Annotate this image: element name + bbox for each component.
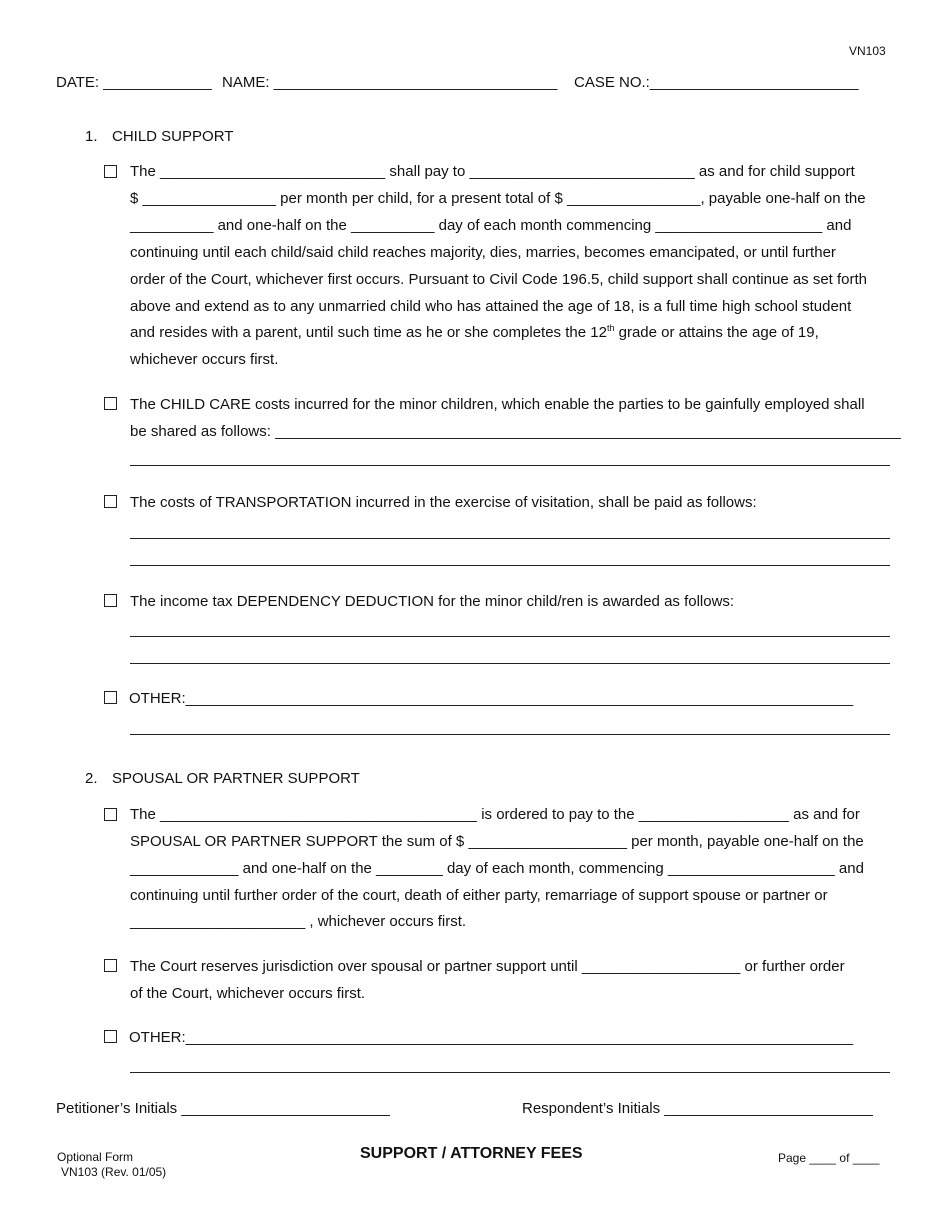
child-care-checkbox[interactable]	[104, 397, 117, 410]
dependency-checkbox[interactable]	[104, 594, 117, 607]
child-care-line-2[interactable]: be shared as follows: ___________________________________________________________________________	[130, 423, 901, 440]
section2-other-text[interactable]: OTHER:________________________________________________________________________________	[129, 1029, 854, 1046]
spousal-support-checkbox[interactable]	[104, 808, 117, 821]
transportation-checkbox[interactable]	[104, 495, 117, 508]
dependency-text: The income tax DEPENDENCY DEDUCTION for the minor child/ren is awarded as follows:	[130, 593, 735, 610]
petitioner-initials[interactable]: Petitioner’s Initials _________________________	[56, 1100, 390, 1117]
child-care-blank-line[interactable]	[130, 465, 890, 466]
section2-number: 2.	[85, 770, 98, 787]
form-revision: VN103 (Rev. 01/05)	[61, 1165, 167, 1179]
child-support-line-4: continuing until each child/said child reaches majority, dies, marries, becomes emancipated, or until further	[130, 244, 836, 261]
jurisdiction-line-2: of the Court, whichever occurs first.	[130, 985, 366, 1002]
dependency-blank-line-1[interactable]	[130, 636, 890, 637]
section1-heading: CHILD SUPPORT	[112, 128, 234, 145]
form-title: SUPPORT / ATTORNEY FEES	[360, 1145, 583, 1162]
child-support-line-3: __________ and one-half on the __________ day of each month commencing ____________________ and	[130, 217, 852, 234]
name-field[interactable]: NAME: __________________________________	[222, 74, 558, 91]
section1-other-blank-line[interactable]	[130, 734, 890, 735]
date-field[interactable]: DATE: _____________	[56, 74, 212, 91]
transportation-blank-line-2[interactable]	[130, 565, 890, 566]
spousal-line-4: continuing until further order of the court, death of either party, remarriage of support spouse or partner or	[130, 887, 828, 904]
spousal-line-2: SPOUSAL OR PARTNER SUPPORT the sum of $ ___________________ per month, payable one-half on the	[130, 833, 864, 850]
spousal-line-3: _____________ and one-half on the ________ day of each month, commencing ____________________ and	[130, 860, 864, 877]
child-care-line-1: The CHILD CARE costs incurred for the minor children, which enable the parties to be gainfully employed shall	[130, 396, 865, 413]
section2-other-blank-line[interactable]	[130, 1072, 890, 1073]
section1-other-checkbox[interactable]	[104, 691, 117, 704]
respondent-initials[interactable]: Respondent’s Initials _________________________	[522, 1100, 873, 1117]
child-support-line-8: whichever occurs first.	[130, 351, 279, 368]
child-support-line-2: $ ________________ per month per child, for a present total of $ ________________, payable one-half on the	[130, 190, 866, 207]
child-support-checkbox[interactable]	[104, 165, 117, 178]
child-support-line-5: order of the Court, whichever first occurs. Pursuant to Civil Code 196.5, child support shall continue as set forth	[130, 271, 868, 288]
jurisdiction-line-1: The Court reserves jurisdiction over spousal or partner support until ___________________ or further order	[130, 958, 845, 975]
dependency-blank-line-2[interactable]	[130, 663, 890, 664]
case-number-field[interactable]: CASE NO.:_________________________	[574, 74, 859, 91]
section2-heading: SPOUSAL OR PARTNER SUPPORT	[112, 770, 360, 787]
section1-other-text[interactable]: OTHER:________________________________________________________________________________	[129, 690, 854, 707]
child-support-line-7-end: grade or attains the age of 19,	[614, 324, 819, 341]
jurisdiction-checkbox[interactable]	[104, 959, 117, 972]
spousal-line-1: The ______________________________________ is ordered to pay to the __________________ as and for	[130, 806, 860, 823]
child-support-line-6: above and extend as to any unmarried child who has attained the age of 18, is a full time high school student	[130, 298, 852, 315]
child-support-line-1: The ___________________________ shall pay to ___________________________ as and for child support	[130, 163, 855, 180]
child-support-line-7	[130, 324, 819, 342]
page-number: Page ____ of ____	[778, 1151, 880, 1165]
spousal-line-5: _____________________ , whichever occurs first.	[130, 913, 467, 930]
optional-form-label: Optional Form	[57, 1150, 134, 1164]
transportation-blank-line-1[interactable]	[130, 538, 890, 539]
child-support-line-7-start: and resides with a parent, until such time as he or she completes the 12	[130, 324, 607, 341]
section2-other-checkbox[interactable]	[104, 1030, 117, 1043]
form-id: VN103	[849, 44, 886, 58]
transportation-text: The costs of TRANSPORTATION incurred in the exercise of visitation, shall be paid as follows:	[130, 494, 757, 511]
section1-number: 1.	[85, 128, 98, 145]
superscript-th: th	[606, 323, 615, 333]
